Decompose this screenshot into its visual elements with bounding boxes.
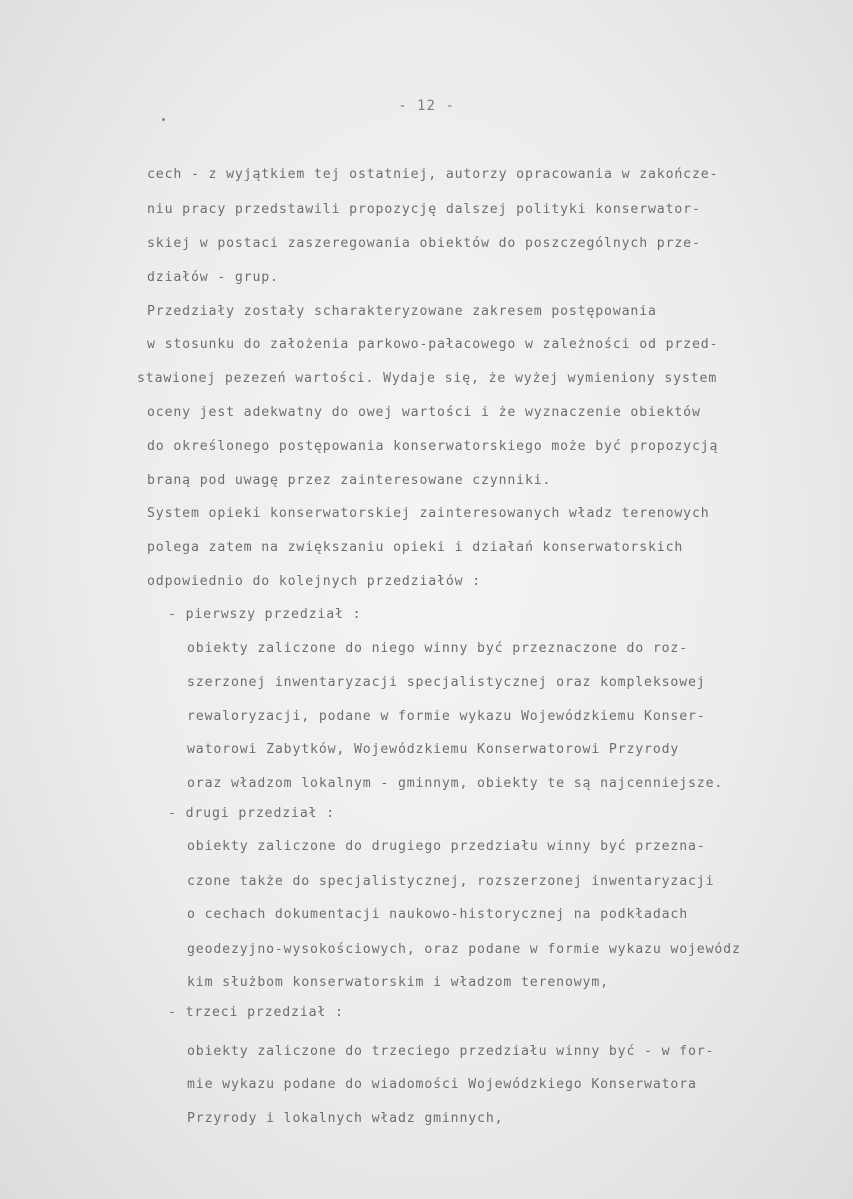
text-line: braną pod uwagę przez zainteresowane czynniki.: [147, 473, 552, 488]
text-line: - pierwszy przedział :: [168, 607, 362, 622]
text-line: stawionej pezezeń wartości. Wydaje się, że wyżej wymieniony system: [137, 371, 718, 386]
text-line: Przedziały zostały scharakteryzowane zakresem postępowania: [147, 304, 657, 319]
text-line: - drugi przedział :: [168, 806, 336, 821]
text-line: odpowiednio do kolejnych przedziałów :: [147, 574, 482, 589]
text-line: geodezyjno-wysokościowych, oraz podane w formie wykazu wojewódz: [187, 942, 741, 957]
page-number: - 12 -: [398, 98, 455, 114]
text-line: szerzonej inwentaryzacji specjalistycznej oraz kompleksowej: [187, 675, 706, 690]
text-line: skiej w postaci zaszeregowania obiektów do poszczególnych prze-: [147, 236, 701, 251]
text-line: System opieki konserwatorskiej zainteresowanych władz terenowych: [147, 506, 710, 521]
text-line: mie wykazu podane do wiadomości Wojewódzkiego Konserwatora: [187, 1077, 697, 1092]
text-line: obiekty zaliczone do niego winny być przeznaczone do roz-: [187, 641, 689, 656]
text-line: rewaloryzacji, podane w formie wykazu Wojewódzkiemu Konser-: [187, 709, 706, 724]
text-line: Przyrody i lokalnych władz gminnych,: [187, 1111, 504, 1126]
text-line: do określonego postępowania konserwatorskiego może być propozycją: [147, 439, 719, 454]
text-line: obiekty zaliczone do trzeciego przedziału winny być - w for-: [187, 1044, 715, 1059]
text-line: cech - z wyjątkiem tej ostatniej, autorzy opracowania w zakończe-: [147, 167, 719, 182]
text-line: - trzeci przedział :: [168, 1005, 344, 1020]
text-line: czone także do specjalistycznej, rozszerzonej inwentaryzacji: [187, 874, 715, 889]
text-line: oraz władzom lokalnym - gminnym, obiekty te są najcenniejsze.: [187, 776, 724, 791]
text-line: obiekty zaliczone do drugiego przedziału winny być przezna-: [187, 839, 706, 854]
text-line: w stosunku do założenia parkowo-pałacowego w zależności od przed-: [147, 337, 719, 352]
margin-mark: [162, 118, 165, 121]
text-line: niu pracy przedstawili propozycję dalszej polityki konserwator-: [147, 202, 701, 217]
text-line: oceny jest adekwatny do owej wartości i że wyznaczenie obiektów: [147, 405, 701, 420]
text-line: watorowi Zabytków, Wojewódzkiemu Konserwatorowi Przyrody: [187, 742, 680, 757]
text-line: polega zatem na zwiększaniu opieki i działań konserwatorskich: [147, 540, 684, 555]
text-line: działów - grup.: [147, 270, 279, 285]
text-line: kim służbom konserwatorskim i władzom terenowym,: [187, 975, 609, 990]
text-line: o cechach dokumentacji naukowo-historycznej na podkładach: [187, 907, 689, 922]
